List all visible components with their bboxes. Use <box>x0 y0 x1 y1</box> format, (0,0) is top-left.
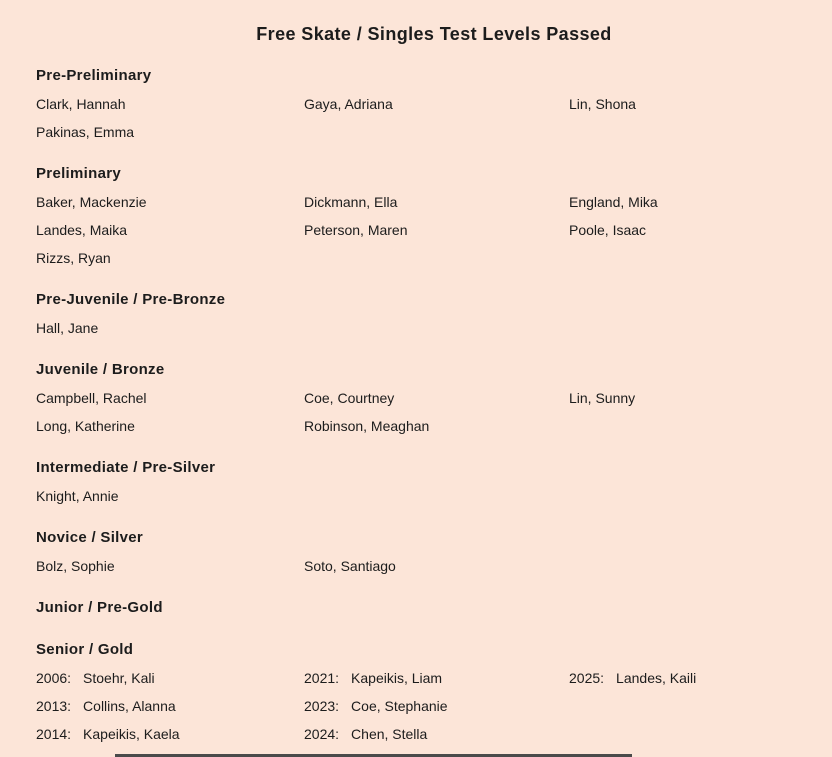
skater-name: Dickmann, Ella <box>304 194 398 210</box>
section-senior-gold <box>36 636 832 748</box>
skater-name: Stoehr, Kali <box>83 670 155 686</box>
skater-row <box>36 720 832 748</box>
test-year: 2024: <box>304 726 340 742</box>
skater-name: Clark, Hannah <box>36 96 126 112</box>
skater-name: Kapeikis, Kaela <box>83 726 180 742</box>
skater-name: Coe, Courtney <box>304 390 395 406</box>
section-heading: Intermediate / Pre-Silver <box>36 459 216 476</box>
section-heading: Senior / Gold <box>36 641 134 658</box>
skater-row <box>36 384 832 412</box>
skater-year-entry <box>304 692 569 720</box>
section-pre-preliminary <box>36 62 832 146</box>
section-novice-silver <box>36 524 832 580</box>
skater-year-entry <box>36 720 304 748</box>
skater-name: Soto, Santiago <box>304 558 396 574</box>
test-year: 2025: <box>569 670 605 686</box>
page-title: Free Skate / Singles Test Levels Passed <box>256 24 612 44</box>
skater-name: Robinson, Meaghan <box>304 418 430 434</box>
skater-row <box>36 90 832 118</box>
test-year: 2013: <box>36 698 72 714</box>
skater-row <box>36 244 832 272</box>
skater-name: Chen, Stella <box>351 726 428 742</box>
skater-year-entry <box>304 720 569 748</box>
skater-name: Coe, Stephanie <box>351 698 448 714</box>
skater-name: Pakinas, Emma <box>36 124 135 140</box>
section-pre-juvenile-pre-bronze <box>36 286 832 342</box>
skater-row <box>36 552 832 580</box>
skater-row <box>36 188 832 216</box>
skater-year-entry <box>569 664 832 692</box>
section-heading: Pre-Preliminary <box>36 67 152 84</box>
section-intermediate-pre-silver <box>36 454 832 510</box>
test-year: 2006: <box>36 670 72 686</box>
test-year: 2023: <box>304 698 340 714</box>
skater-name: Gaya, Adriana <box>304 96 393 112</box>
skater-name: England, Mika <box>569 194 658 210</box>
skater-name: Lin, Shona <box>569 96 636 112</box>
skater-year-entry <box>304 664 569 692</box>
section-heading: Pre-Juvenile / Pre-Bronze <box>36 291 226 308</box>
section-junior-pre-gold <box>36 594 832 622</box>
document-content <box>36 20 832 748</box>
skater-name: Bolz, Sophie <box>36 558 115 574</box>
skater-name: Rizzs, Ryan <box>36 250 111 266</box>
test-year: 2021: <box>304 670 340 686</box>
section-heading: Junior / Pre-Gold <box>36 599 163 616</box>
skater-row <box>36 314 832 342</box>
skater-name: Campbell, Rachel <box>36 390 147 406</box>
skater-name: Collins, Alanna <box>83 698 176 714</box>
skater-name: Baker, Mackenzie <box>36 194 147 210</box>
skater-row <box>36 412 832 440</box>
section-preliminary <box>36 160 832 272</box>
skater-name: Poole, Isaac <box>569 222 647 238</box>
skater-name: Peterson, Maren <box>304 222 408 238</box>
test-year: 2014: <box>36 726 72 742</box>
skater-name: Lin, Sunny <box>569 390 636 406</box>
skater-row <box>36 216 832 244</box>
skater-row <box>36 482 832 510</box>
skater-name: Landes, Kaili <box>616 670 697 686</box>
skater-year-entry <box>36 692 304 720</box>
section-heading: Novice / Silver <box>36 529 144 546</box>
skater-name: Landes, Maika <box>36 222 128 238</box>
section-juvenile-bronze <box>36 356 832 440</box>
skater-row <box>36 664 832 692</box>
skater-name: Hall, Jane <box>36 320 99 336</box>
section-heading: Juvenile / Bronze <box>36 361 165 378</box>
skater-row <box>36 118 832 146</box>
skater-year-entry <box>36 664 304 692</box>
skater-name: Knight, Annie <box>36 488 119 504</box>
skater-name: Kapeikis, Liam <box>351 670 443 686</box>
skater-name: Long, Katherine <box>36 418 135 434</box>
skater-row <box>36 692 832 720</box>
section-heading: Preliminary <box>36 165 122 182</box>
